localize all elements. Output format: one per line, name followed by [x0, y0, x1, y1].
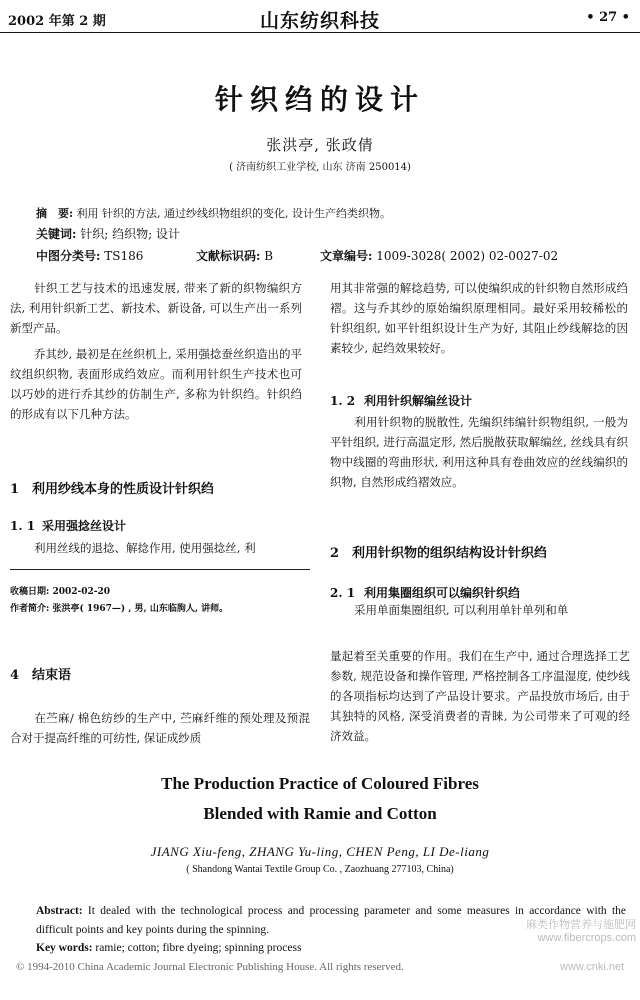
article-id: [320, 247, 558, 264]
right-conclusion-paragraph: [330, 646, 630, 746]
conclusion-paragraph: [10, 708, 310, 748]
subsection-1-1-heading: [10, 517, 310, 534]
english-abstract-text: It dealed with the technological process and processing parameter and some measures in accordance with the difficult points and key points during the spinning.: [36, 905, 626, 936]
section-2-title: 利用针织物的组织结构设计针织绉: [352, 546, 548, 561]
right-paragraph-2-text: 利用针织物的脱散性, 先编织纬编针织物组织, 一般为平针组织, 进行高温定形, 然后脱散获取解编丝, 丝线具有织物中线圈的弯曲形状, 利用这种具有卷曲效应的丝线编织的织物, 自然形成绉褶效应。: [330, 415, 628, 489]
classification-label: 中图分类号:: [36, 249, 101, 263]
abstract-text: 利用 针织的方法, 通过纱线织物组织的变化, 设计生产绉类织物。: [73, 207, 392, 220]
subsection-1-2-title: 利用针织解编丝设计: [364, 394, 473, 408]
subsection-1-2-number: 1. 2: [330, 394, 356, 408]
section-4-number: 4: [10, 668, 20, 683]
header-rule: [0, 32, 640, 33]
abstract-label: 摘 要:: [36, 207, 74, 220]
left-paragraph-2-text: 乔其纱, 最初是在丝织机上, 采用强捻蚕丝织造出的平纹组织织物, 表面形成绉效应。而利用针织生产技术也可以巧妙的进行乔其纱的仿制生产, 多称为针织绉。针织绉的形成有以下几种方法。: [10, 347, 302, 421]
right-conclusion-paragraph-text: 量起着至关重要的作用。我们在生产中, 通过合理选择工艺参数, 规范设备和操作管理, 严格控制各工序温湿度, 使纱线的各项指标均达到了产品设计要求。产品投放市场后, 由于其独特的风格, 深受消费者的青睐, 为公司带来了可观的经济效益。: [330, 649, 630, 743]
section-4-heading: [10, 664, 310, 683]
article-id-label: 文章编号:: [320, 249, 373, 263]
section-4-title: 结束语: [32, 668, 72, 683]
left-paragraph-3-text: 利用丝线的退捻、解捻作用, 使用强捻丝, 利: [34, 541, 256, 555]
article-title: 针织绉的设计: [214, 83, 425, 116]
english-authors: JIANG Xiu-feng, ZHANG Yu-ling, CHEN Peng, LI De-liang: [150, 844, 490, 859]
footnote-received-date: [10, 584, 110, 597]
cnki-watermark: www.cnki.net: [560, 961, 625, 973]
left-paragraph-1: [10, 278, 302, 338]
footnote-rule: [10, 569, 310, 570]
received-date-label: 收稿日期:: [10, 587, 50, 597]
english-keywords-text: ramie; cotton; fibre dyeing; spinning process: [92, 942, 302, 954]
subsection-1-1-number: 1. 1: [10, 519, 36, 533]
section-1-heading: [10, 478, 310, 497]
copyright-notice: © 1994-2010 China Academic Journal Electronic Publishing House. All rights reserved.: [16, 961, 404, 973]
document-code-label: 文献标识码:: [196, 249, 261, 263]
english-title-line-1: The Production Practice of Coloured Fibres: [161, 774, 479, 793]
document-code-value: B: [260, 249, 274, 263]
english-title-line-2: Blended with Ramie and Cotton: [203, 804, 437, 823]
right-paragraph-1-text: 用其非常强的解捻趋势, 可以使编织成的针织物自然形成绉褶。这与乔其纱的原始编织原理相同。最好采用较稀松的针织组织, 如平针组织设计生产为好, 其阻止纱线解捻的因素较少, 起绉效果较好。: [330, 281, 628, 355]
subsection-2-1-number: 2. 1: [330, 586, 356, 600]
watermark-url: www.fibercrops.com: [537, 932, 636, 944]
issue-label: 2002 年第 2 期: [8, 14, 106, 29]
watermark-site-name: 麻类作物营养与施肥网: [526, 919, 636, 931]
subsection-2-1-heading: [330, 584, 630, 601]
right-paragraph-3: [330, 600, 630, 620]
right-paragraph-1: [330, 278, 628, 358]
classification-value: TS186: [100, 249, 144, 263]
right-paragraph-3-text: 采用单面集圈组织, 可以利用单针单列和单: [354, 603, 569, 617]
article-authors: 张洪亭, 张政倩: [266, 136, 374, 154]
footnote-author-bio: [10, 601, 310, 614]
keywords-label: 关键词:: [36, 227, 77, 241]
abstract: [36, 205, 626, 221]
page-number: • 27 •: [586, 10, 630, 25]
left-paragraph-2: [10, 344, 302, 424]
right-paragraph-2: [330, 412, 628, 492]
classification-number: [36, 247, 143, 264]
section-2-heading: [330, 542, 630, 561]
section-1-number: 1: [10, 482, 20, 497]
subsection-1-2-heading: [330, 392, 630, 409]
keywords: [36, 225, 180, 242]
journal-name: 山东纺织科技: [259, 10, 380, 32]
document-code: [196, 247, 273, 264]
left-paragraph-1-text: 针织工艺与技术的迅速发展, 带来了新的织物编织方法, 利用针织新工艺、新技术、新设备, 可以生产出一系列新型产品。: [10, 281, 302, 335]
english-abstract-label: Abstract:: [36, 905, 83, 917]
received-date-value: 2002-02-20: [49, 587, 111, 597]
left-paragraph-3: [10, 538, 310, 558]
author-affiliation: ( 济南纺织工业学校, 山东 济南 250014): [229, 162, 411, 173]
author-bio-label: 作者简介:: [10, 604, 50, 614]
author-bio-value: 张洪亭( 1967—) , 男, 山东临朐人, 讲师。: [49, 604, 229, 614]
conclusion-paragraph-text: 在苎麻/ 棉色纺纱的生产中, 苎麻纤维的预处理及预混合对于提高纤维的可纺性, 保证成纱质: [10, 711, 310, 745]
watermark: [496, 916, 636, 944]
subsection-2-1-title: 利用集圈组织可以编织针织绉: [364, 586, 521, 600]
subsection-1-1-title: 采用强捻丝设计: [42, 519, 127, 533]
section-2-number: 2: [330, 546, 340, 561]
article-id-value: 1009-3028( 2002) 02-0027-02: [372, 249, 559, 263]
english-affiliation: ( Shandong Wantai Textile Group Co. , Zaozhuang 277103, China): [186, 864, 454, 875]
english-keywords-label: Key words:: [36, 942, 93, 954]
section-1-title: 利用纱线本身的性质设计针织绉: [32, 482, 215, 497]
keywords-text: 针织; 绉织物; 设计: [76, 227, 180, 241]
